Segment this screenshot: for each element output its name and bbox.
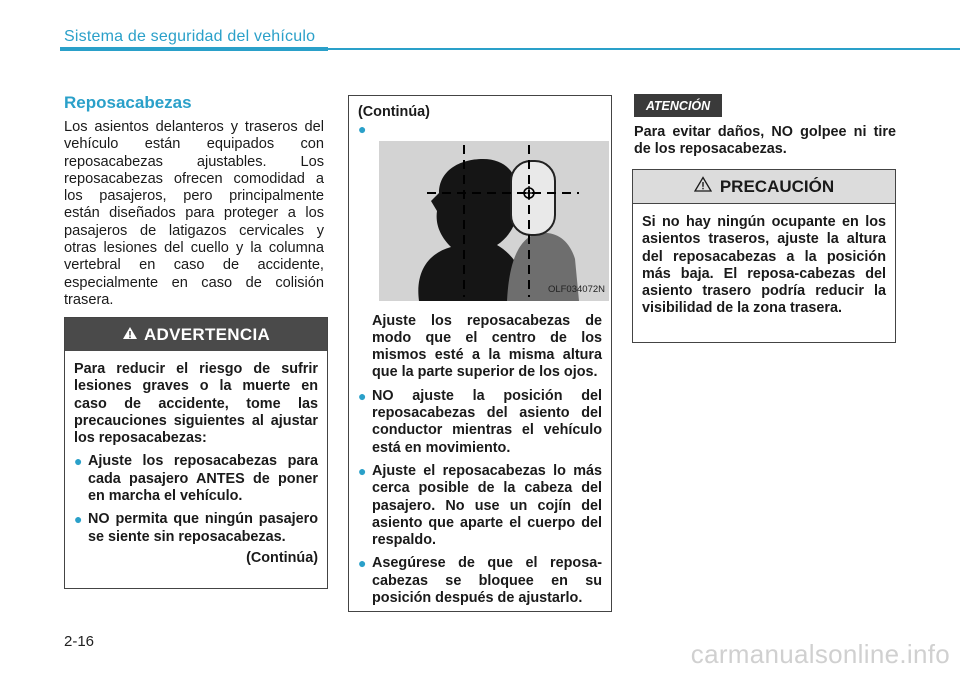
warning-header	[65, 318, 327, 351]
warning-triangle-icon	[122, 325, 138, 345]
list-item: ● NO ajuste la posición del reposacabezas del asiento del conductor mientras el vehículo está en movimiento.	[358, 387, 602, 456]
warning-box	[64, 317, 328, 589]
warning-lead: Para reducir el riesgo de sufrir lesiones graves o la muerte en caso de accidente, tome las precauciones siguientes al ajustar los reposacabezas:	[74, 361, 318, 447]
first-bullet-text: Ajuste los reposacabezas de modo que el centro de los mismos esté a la misma altura que la parte superior de los ojos.	[372, 312, 602, 381]
list-item	[358, 121, 602, 138]
caution-triangle-icon	[694, 176, 712, 197]
section-title: Reposacabezas	[64, 93, 192, 112]
header-rule-thin	[328, 48, 960, 50]
warning-continued: (Continúa)	[246, 549, 318, 566]
caution-text: Si no hay ningún ocupante en los asientos traseros, ajuste la altura del reposacabezas a la posición más baja. El reposa-cabezas del asiento trasero podría reducir la visibilidad de la zona trasera.	[642, 214, 886, 317]
page-number: 2-16	[64, 633, 95, 650]
list-item: ● Ajuste los reposacabezas para cada pasajero ANTES de poner en marcha el vehículo.	[74, 453, 318, 505]
caution-title: PRECAUCIÓN	[719, 176, 835, 196]
caution-header	[633, 170, 895, 204]
bullet-icon: ●	[358, 462, 367, 479]
list-item: ● Asegúrese de que el reposa-cabezas se bloquee en su posición después de ajustarlo.	[358, 555, 602, 607]
bullet-icon: ●	[74, 511, 83, 528]
continuation-title: (Continúa)	[358, 104, 430, 120]
list-item: ● Ajuste el reposacabezas lo más cerca posible de la cabeza del pasajero. No use un cojín del asiento que aparte el cuerpo del respaldo.	[358, 462, 602, 549]
bullet-icon: ●	[358, 121, 367, 138]
bullet-icon: ●	[74, 453, 83, 470]
watermark: carmanualsonline.info	[690, 639, 950, 669]
list-item: ● NO permita que ningún pasajero se siente sin reposacabezas.	[74, 511, 318, 545]
headrest-illustration	[379, 141, 609, 301]
attention-text: Para evitar daños, NO golpee ni tire de los reposacabezas.	[634, 124, 896, 158]
caution-box	[632, 169, 896, 343]
bullet-icon: ●	[358, 555, 367, 572]
bullet-icon: ●	[358, 387, 367, 404]
figure-code: OLF034072N	[547, 284, 605, 296]
headrest-figure	[379, 141, 609, 301]
warning-title: ADVERTENCIA	[143, 324, 271, 344]
intro-paragraph: Los asientos delanteros y traseros del vehículo están equipados con reposacabezas ajustables. Los reposacabezas ofrecen comodidad a los pasajeros, pero principalmente están diseñados para proteger a los pasajeros de latigazos cervicales y otras lesiones del cuello y la columna vertebral en caso de accidente, especialmente en caso de colisión trasera.	[64, 119, 324, 308]
attention-badge: ATENCIÓN	[634, 94, 722, 117]
continuation-box	[348, 95, 612, 612]
section-header: Sistema de seguridad del vehículo	[64, 28, 316, 45]
header-rule-thick	[60, 47, 328, 51]
